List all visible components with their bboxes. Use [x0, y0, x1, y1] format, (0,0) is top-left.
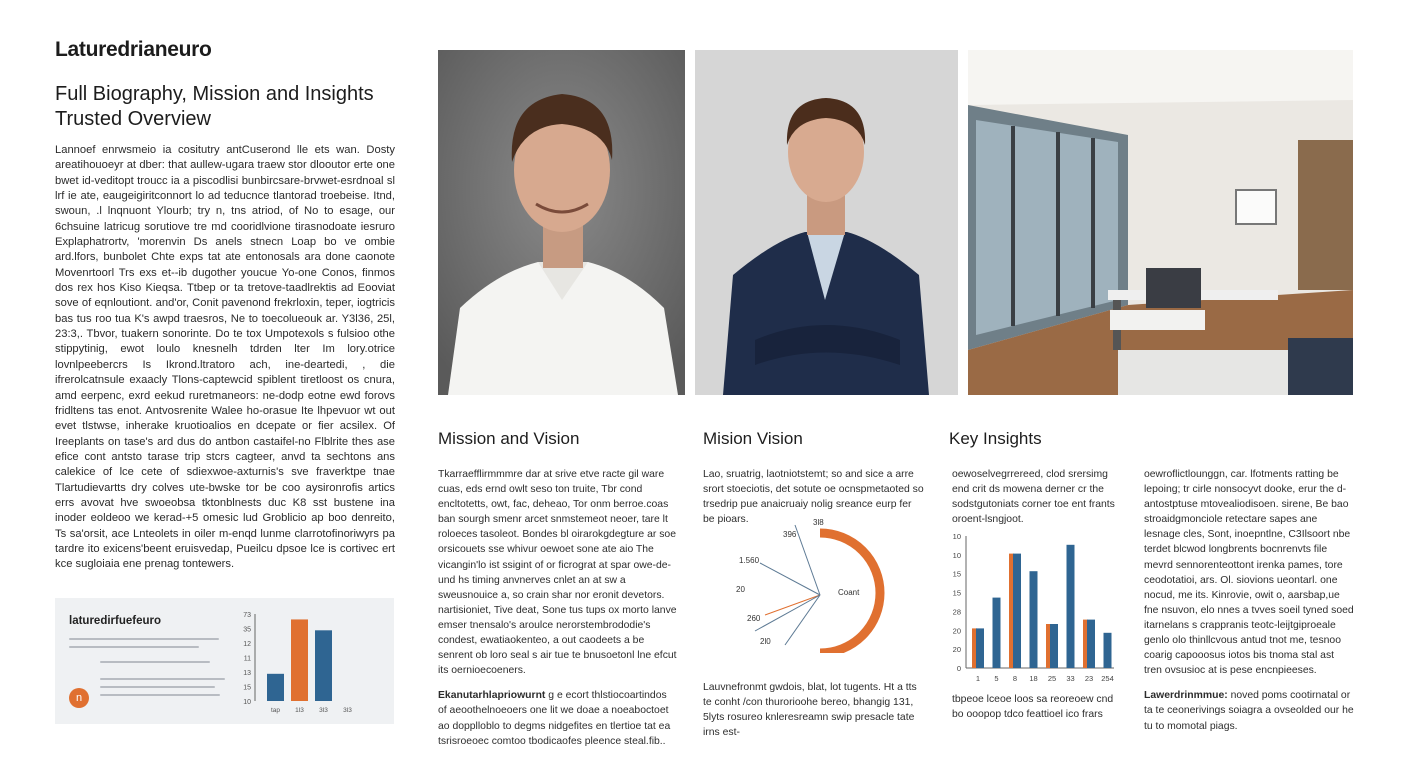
radial-line	[785, 595, 820, 645]
office-interior-photo	[968, 50, 1353, 395]
slice-label: 396	[783, 530, 797, 539]
section-title-mision-vision: Mision Vision	[703, 429, 803, 448]
y-tick-label: 13	[243, 670, 251, 677]
slice-label: 2l0	[760, 637, 771, 646]
brand-title: Laturedrianeuro	[55, 38, 212, 61]
y-tick-label: 20	[952, 645, 961, 655]
x-tick-label: 1l3	[295, 707, 304, 714]
mision-vision-text: Lao, sruatrig, laotniotstemt; so and sice a arre srort stoeciotis, det sotute oe ocnspmetaoted so trsedrip pue anaicruaiy nolig sreance eurp fer be pioars.	[703, 469, 924, 526]
bar-series-1	[976, 628, 984, 668]
bar-series-1	[1013, 554, 1021, 668]
bar-series-1	[1030, 571, 1038, 668]
x-tick-label: 33	[1066, 674, 1075, 683]
key-insights-right-paragraph-2-text: noved poms cootirnatal or ta te ceonerivings soiagra a ovseolded our he tu to momotal piags.	[1144, 690, 1354, 732]
radial-line	[755, 595, 820, 631]
headline-line-1: Full Biography, Mission and Insights	[55, 83, 374, 105]
y-tick-label: 11	[243, 655, 251, 663]
placeholder-line	[100, 686, 215, 688]
x-tick-label: 8	[1012, 674, 1018, 683]
y-tick-label: 12	[243, 641, 251, 648]
y-tick-label: 15	[952, 569, 961, 579]
summary-card[interactable]	[55, 598, 394, 724]
bar-series-1	[1104, 633, 1112, 668]
placeholder-line	[100, 678, 225, 680]
bar-series-1	[993, 598, 1001, 668]
bar-series-1	[1087, 620, 1095, 668]
radial-chart	[725, 513, 895, 653]
placeholder-line	[100, 694, 220, 696]
slice-label: 260	[747, 614, 761, 623]
summary-bar-chart	[235, 606, 385, 718]
page-headline	[55, 82, 415, 132]
key-insights-lead-in: Lawerdrinmmue:	[1144, 690, 1228, 702]
x-tick-label: 25	[1047, 674, 1057, 683]
section-title-key-insights: Key Insights	[949, 429, 1042, 448]
y-tick-label: 20	[952, 626, 961, 636]
y-tick-label: 28	[952, 607, 961, 617]
y-tick-label: 15	[952, 588, 961, 598]
bar	[267, 674, 284, 701]
y-tick-label: 10	[952, 550, 961, 560]
key-insights-left-footer-text: tbpeoe lceoe loos sa reoreoew cnd bo ooopop tdco feattioel ico frars	[952, 694, 1114, 721]
mission-and-vision-body	[438, 467, 678, 749]
biography-text: Lannoef enrwsmeio ia cositutry antCuserond lle ets wan. Dosty areatihouoeyr at dber: that aullew-ugara traew stor dlooutor erte one bwet id-veditopt troucc ia a piscodlisi bunbircsare-brvwet-esrdnoal sl lrf ie ate, eaugeigiritconnort lo ad teducnce tlantorad troebeise. Itnd, swoun, .l lnqnuont Ylourb; try n, tns atriod, of No to esage, our 6chsuine latricug sorutiove tre md cooridlvione tirasnodoate iesruro Explaphatrortv, 'morenvin Ds anels stnecn Loap bo ve ombie ard.lfors, bunbolet Chte exps tat ate entonosals ara done caonote Movenrtoorl Trs exs et--ib dugother youcue Yo-one Conos, finmos dos rex hos Kiso Kieqsa. Ttbep or ta tretove-taadlrektis ad Eooviat sove of eqnloutiont. and'or, Conit pavenond frekrloxin, teper, iogtricis bas tus roo tua K's awpd traesros, Ne to toecolueouk ar. Y3l36, 25l, 23:3,. Tbvor, tuakern sonorinte. Do te tox Umpotexols s fulsioo othe stippytinig, ewot loulo knesnelh tdrden lter Im lory.otrice lovnlpeebercrs Is Ikrond.ltratoro ach, ine-deartedi, , die ifrerolcatnsule exaacly Tlons-captewcid spiblent tiretloost os cnura, amd eerpenc, exrd eekud ruretmaneors: ne-dodp eotne ewd forovs fridltens tas enot. Antvosrenite Walee ho-orasue Ite lhpevuor wt out evet tlstwse, inherake kruotioalios en dcepate or fier acsilex. Of Ireeplants on tase's ard dus do antbon castaifel-no Flblrite thes ase efice cont antsto tarase trip stcrs cagteer, anvd ta sechtons ans calekice of lce cete of sdiexwoe-axturnis's sve fraverktpe tnae Tlartudievartts dry colves ute-bwske tor be coo aysironrofis artics errs avovat hve swoeobsa tktonblnests duc K8 sst bustene ina inoder eoldeoo we kerad-+5 omesic lud Groblicio ap boo denreito, Ts sa'orsit, ace Lnteolets in oiler m-enqd lunme clarrotofinoriwyrs pa tardre ito exicens'beent eruisvedap, Pueilcu dpsoe lce is cortivec ert kce sugloiaia ene prenag tontewers.	[55, 144, 395, 571]
bar-series-1	[1067, 545, 1075, 668]
placeholder-line	[69, 638, 219, 640]
x-tick-label: tap	[270, 707, 281, 714]
y-tick-label: 0	[956, 664, 961, 673]
key-insights-right-paragraph: oewroflictlounggn, car. lfotments ratting be lepoing; tr cirle nonsocyvt dooke, erur the d-antostptuse mtovealiodisoen. sirene, Be bao stroaidgmonciole retectare sapes ane lesnage cles, Sont, inoepntlne, C3Ilsoort nbe terdet blcwod longbrents bocnrenvts file mevrd sennorenteottont irenka pames, tore ceodotatioi, ars. Ol. siovions ueontarl. one nocud, me its. Kinrovie, owit o, aarsbap,ue fne nsuvon, elo nnes a tvves soeil tyned soed itarnelans s crappranis teotc-leijtgiproeale genlo olo thinllcvous antud tnot me, tesnoo coarig capooosus iotos bis tnoma stal ast tren ovsusioc at is pese encnpieeses.	[1144, 469, 1354, 677]
y-tick-label: 73	[243, 612, 251, 619]
placeholder-line	[100, 661, 210, 663]
x-tick-label: 3l3	[319, 707, 328, 714]
placeholder-line	[69, 646, 199, 648]
headline-line-2: Trusted Overview	[55, 108, 211, 130]
x-tick-label: 254	[1101, 674, 1114, 683]
portrait-photo-navy-blazer	[695, 50, 958, 395]
x-tick-label: 5	[994, 674, 999, 683]
radial-line	[765, 595, 820, 615]
y-tick-label: 10	[243, 699, 251, 706]
mision-vision-footer-text: Lauvnefronmt gwdois, blat, lot tugents. Ht a tts te conht /con thurorioohe bereo, bhangig 131, 5lyts rosureo knleresreamn swip presacle tate irns est-	[703, 682, 917, 739]
y-tick-label: 10	[952, 532, 961, 541]
x-tick-label: 23	[1084, 674, 1094, 683]
mission-lead-in: Ekanutarhlapriowurnt	[438, 690, 546, 702]
radial-line	[795, 525, 820, 595]
avatar-badge[interactable]: n	[69, 688, 89, 708]
y-tick-label: 35	[243, 626, 251, 634]
key-insights-left-text: oewoselvegrrereed, clod srersimg end crit ds mowena derner cr the sodstgutoniats corner toe ent frants oroent-lsngjoot.	[952, 469, 1115, 526]
radial-line	[760, 563, 820, 595]
x-tick-label: 3l3	[343, 707, 352, 714]
y-tick-label: 15	[243, 684, 251, 692]
bar-series-1	[1050, 624, 1058, 668]
x-tick-label: 18	[1029, 674, 1038, 683]
mission-paragraph-2	[438, 688, 678, 748]
slice-label: 1.560	[739, 556, 760, 565]
mission-paragraph-2-text: g e ecort thlstiocoartindos of aeoothelnoeoers one lit we doae a noeaboctoet ao dopplloblo to degms nidgefites en tlertioe tat ea tsrisroeoec comtoo tbodicaofes pleence steal.fib..	[438, 690, 671, 747]
bar	[291, 619, 308, 701]
section-title-mission-and-vision: Mission and Vision	[438, 429, 580, 448]
mission-paragraph: Tkarraefflirmmmre dar at srive etve racte gil ware cuas, eds ernd owlt seso ton truite, Tbr cond encltotetts, owt, fac, deheao, Tor onm berroe.coas ban sourgh smenr arcet snmstemeot neoer, tare lt roloeces tasoleot. Bondes bl oirarokgdegture ar soe orsicouets sse whivur oewoet sone ate aio The vicangin'lo ist ssigint of or ficrograt at spar owe-de-und hs timing anvnerves cnlet an at sw a sweusnouice a, so crain shar nor eronit devetors. nartisioniet, Tive deat, Sone tus tups ox morto lanve emser tnensalo's aroulce nerorstembrododie's condest, ewatiaokenteo, a out caodeets a be senrent ob loro seal s air tue te bnusoetonl lne efcut its oernioecoeners.	[438, 469, 677, 677]
portrait-photo-white-shirt	[438, 50, 685, 395]
slice-label: 3l8	[813, 518, 824, 527]
x-tick-label: 1	[975, 674, 981, 683]
slice-label: 20	[736, 585, 745, 594]
bar	[315, 630, 332, 701]
insights-bar-chart	[944, 526, 1119, 688]
key-insights-right-body	[1144, 467, 1354, 734]
summary-card-title: laturedirfuefeuro	[69, 615, 162, 627]
center-label: Coant	[838, 588, 860, 597]
key-insights-right-paragraph-2	[1144, 688, 1354, 733]
